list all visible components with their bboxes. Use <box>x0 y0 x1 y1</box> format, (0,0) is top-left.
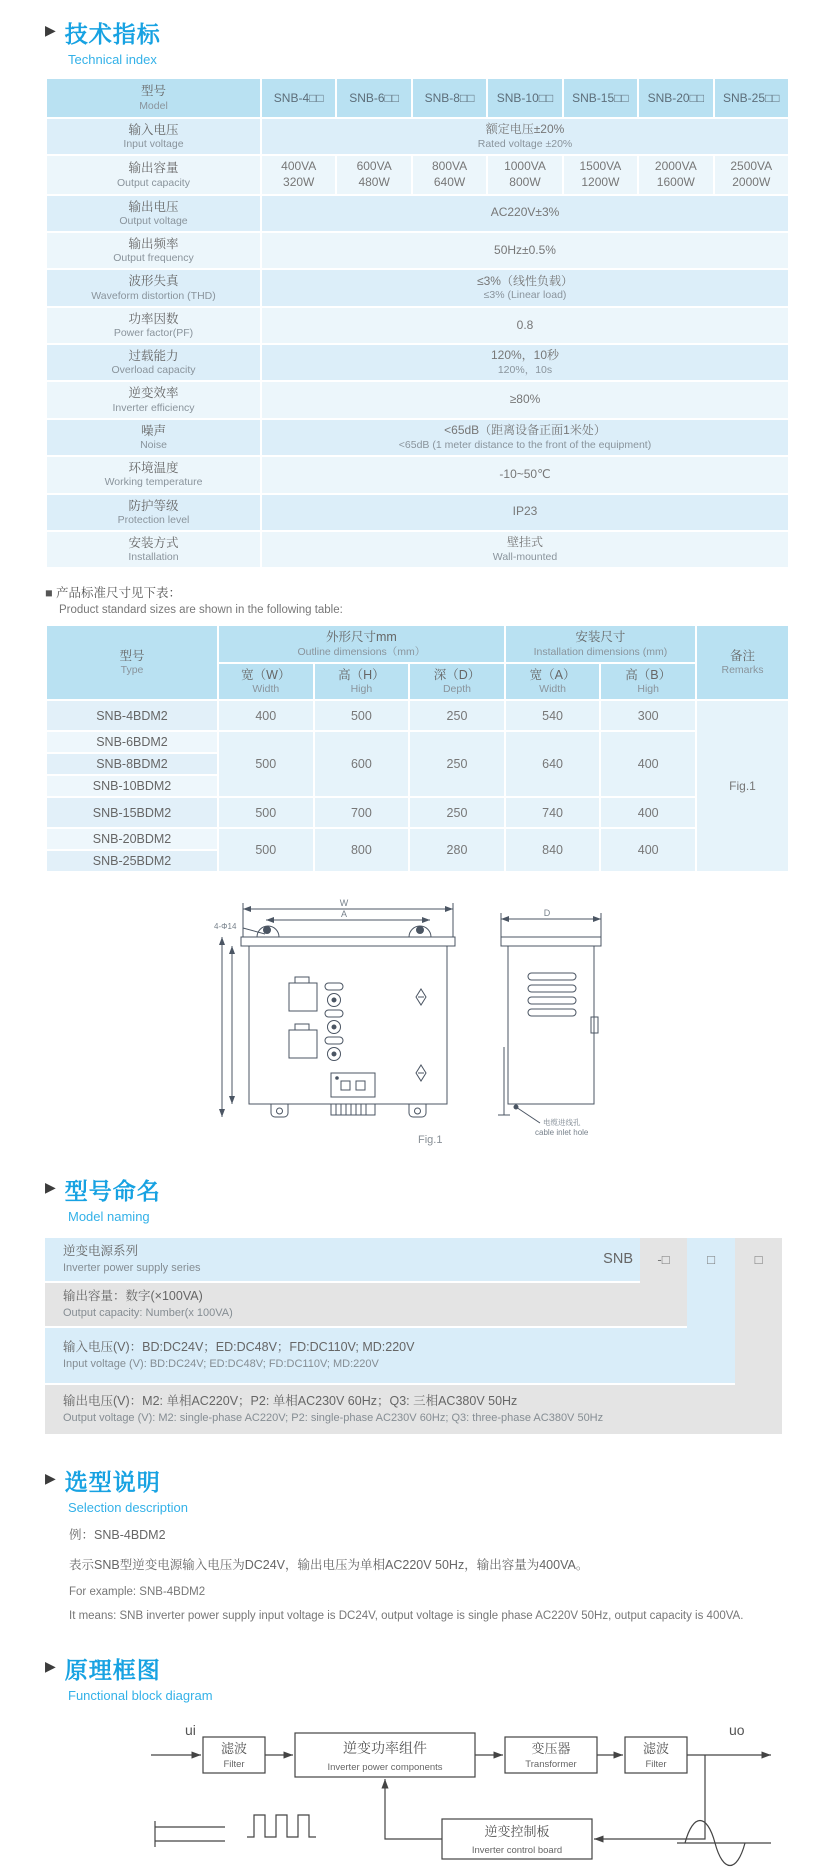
holes-label: 4-Φ14 <box>214 922 237 932</box>
spec-value-cell: 400VA 320W <box>261 155 336 194</box>
section-diagram-header <box>45 1652 790 1685</box>
size-table <box>45 624 790 873</box>
size-remark-cell: Fig.1 <box>696 700 789 872</box>
size-type-cell: SNB-15BDM2 <box>46 797 218 828</box>
section-subtitle-technical: Technical index <box>68 52 157 67</box>
spec-value-cell: 1000VA 800W <box>487 155 562 194</box>
section-technical-header <box>45 16 790 49</box>
size-row: SNB-4BDM2 400 500 250 540 300 Fig.1 <box>46 700 789 731</box>
dim-label-d: D <box>543 908 551 919</box>
spec-row <box>46 269 789 306</box>
selection-meaning-zh: 表示SNB型逆变电源输入电压为DC24V，输出电压为单相AC220V 50Hz，输出容量为400VA。 <box>69 1558 589 1573</box>
box-filter1-zh: 滤波 <box>220 1741 248 1757</box>
spec-label-cell: 噪声 Noise <box>46 419 261 456</box>
spec-value-cell: 壁挂式 Wall-mounted <box>261 531 789 568</box>
spec-model-col: SNB-20□□ <box>638 78 713 118</box>
spec-value-cell: 2500VA 2000W <box>714 155 789 194</box>
block-diagram <box>137 1711 790 1874</box>
section-naming-header <box>45 1173 790 1206</box>
spec-value-cell: 2000VA 1600W <box>638 155 713 194</box>
size-header-outline: 外形尺寸mm Outline dimensions（mm） <box>218 625 505 662</box>
spec-row <box>46 494 789 531</box>
technical-drawing <box>213 897 653 1147</box>
spec-row <box>46 344 789 381</box>
size-header-row <box>46 625 789 662</box>
model-code-output-box: □ <box>754 1252 763 1268</box>
box-transformer-zh: 变压器 <box>531 1741 571 1757</box>
selection-example-en: For example: SNB-4BDM2 <box>69 1586 206 1599</box>
size-header-install: 安装尺寸 Installation dimensions (mm) <box>505 625 696 662</box>
model-code-input-box: □ <box>707 1252 715 1268</box>
size-type-cell: SNB-8BDM2 <box>46 753 218 775</box>
box-ipc-en: Inverter power components <box>327 1762 443 1774</box>
section-subtitle-selection: Selection description <box>68 1500 188 1516</box>
section-arrow-icon: ▶ <box>45 1470 56 1487</box>
block-diagram-svg <box>137 1711 777 1869</box>
size-row: SNB-15BDM2 500 700 250 740 400 <box>46 797 789 828</box>
naming-row-series: 逆变电源系列 Inverter power supply series <box>45 1238 640 1281</box>
cable-inlet-label-en: cable inlet hole <box>535 1128 589 1138</box>
spec-value-cell: -10~50℃ <box>261 456 789 493</box>
section-arrow-icon: ▶ <box>45 1179 56 1196</box>
spec-label-cell: 输出电压 Output voltage <box>46 195 261 232</box>
naming-row-input: 输入电压(V)：BD:DC24V；ED:DC48V；FD:DC110V; MD:220V Input voltage (V): BD:DC24V; ED:DC48V; FD:DC110V; MD:220V <box>45 1328 735 1383</box>
spec-header-model-cell: 型号 Model <box>46 78 261 118</box>
spec-label-cell: 波形失真 Waveform distortion (THD) <box>46 269 261 306</box>
selection-description <box>69 1525 790 1622</box>
size-type-cell: SNB-6BDM2 <box>46 731 218 753</box>
size-col-d: 深（D） Depth <box>409 663 505 700</box>
spec-label-cell: 输入电压 Input voltage <box>46 118 261 155</box>
size-type-cell: SNB-10BDM2 <box>46 775 218 797</box>
spec-row <box>46 381 789 418</box>
spec-value-cell: 1500VA 1200W <box>563 155 638 194</box>
figure-caption: Fig.1 <box>418 1134 443 1147</box>
section-title-naming: 型号命名 <box>64 1178 161 1205</box>
section-arrow-icon: ▶ <box>45 22 56 38</box>
cable-inlet-label-zh: 电缆进线孔 <box>543 1118 581 1128</box>
model-code-capacity-box: -□ <box>657 1252 670 1268</box>
spec-label-cell: 过载能力 Overload capacity <box>46 344 261 381</box>
spec-row <box>46 307 789 344</box>
spec-model-col: SNB-10□□ <box>487 78 562 118</box>
naming-row-capacity: 输出容量：数字(×100VA) Output capacity: Number(x 100VA) <box>45 1283 687 1326</box>
cabinet-drawing-svg <box>213 897 653 1147</box>
spec-model-col: SNB-15□□ <box>563 78 638 118</box>
naming-row-output: 输出电压(V)：M2: 单相AC220V；P2: 单相AC230V 60Hz；Q3: 三相AC380V 50Hz Output voltage (V): M2: single-phase AC220V; P2: single-phase AC230V 60Hz; Q3: three-phase AC380V 50Hz <box>45 1385 782 1434</box>
model-code-base: SNB <box>603 1251 633 1268</box>
spec-value-cell: AC220V±3% <box>261 195 789 232</box>
size-header-type: 型号 Type <box>46 625 218 700</box>
section-title-diagram: 原理框图 <box>64 1657 161 1684</box>
spec-model-col: SNB-6□□ <box>336 78 411 118</box>
spec-row <box>46 419 789 456</box>
spec-value-cell: 120%，10秒 120%，10s <box>261 344 789 381</box>
spec-label-cell: 环境温度 Working temperature <box>46 456 261 493</box>
size-type-cell: SNB-25BDM2 <box>46 850 218 872</box>
selection-meaning-en: It means: SNB inverter power supply input voltage is DC24V, output voltage is single phase AC220V 50Hz, output capacity is 400VA. <box>69 1610 744 1623</box>
spec-value-cell: ≤3%（线性负载） ≤3% (Linear load) <box>261 269 789 306</box>
spec-value-cell: 600VA 480W <box>336 155 411 194</box>
spec-label-cell: 防护等级 Protection level <box>46 494 261 531</box>
spec-header-row <box>46 78 789 118</box>
size-row: SNB-6BDM2 500 600 250 640 400 <box>46 731 789 753</box>
diagram-input-label: ui <box>185 1722 196 1739</box>
box-control-zh: 逆变控制板 <box>484 1824 550 1840</box>
size-col-b: 高（B） High <box>600 663 696 700</box>
size-type-cell: SNB-4BDM2 <box>46 700 218 731</box>
section-subtitle-naming: Model naming <box>68 1209 150 1225</box>
selection-example-zh: 例：SNB-4BDM2 <box>69 1528 166 1543</box>
spec-label-cell: 输出频率 Output frequency <box>46 232 261 269</box>
box-control-en: Inverter control board <box>471 1845 563 1857</box>
spec-row <box>46 232 789 269</box>
spec-value-cell: IP23 <box>261 494 789 531</box>
size-type-cell: SNB-20BDM2 <box>46 828 218 850</box>
section-selection-header <box>45 1464 790 1497</box>
size-col-h: 高（H） High <box>314 663 410 700</box>
spec-row <box>46 155 789 194</box>
section-subtitle-diagram: Functional block diagram <box>68 1688 213 1704</box>
box-filter2-zh: 滤波 <box>642 1741 670 1757</box>
spec-model-col: SNB-4□□ <box>261 78 336 118</box>
spec-label-cell: 逆变效率 Inverter efficiency <box>46 381 261 418</box>
diagram-output-label: uo <box>729 1722 745 1739</box>
size-col-a: 宽（A） Width <box>505 663 601 700</box>
spec-row <box>46 531 789 568</box>
size-col-w: 宽（W） Width <box>218 663 314 700</box>
spec-value-cell: 0.8 <box>261 307 789 344</box>
section-title-selection: 选型说明 <box>64 1469 161 1496</box>
size-header-remarks: 备注 Remarks <box>696 625 789 700</box>
spec-label-cell: 安装方式 Installation <box>46 531 261 568</box>
spec-model-col: SNB-8□□ <box>412 78 487 118</box>
spec-row <box>46 118 789 155</box>
spec-value-cell: 额定电压±20% Rated voltage ±20% <box>261 118 789 155</box>
spec-value-cell: 50Hz±0.5% <box>261 232 789 269</box>
size-row: SNB-20BDM2 500 800 280 840 400 <box>46 828 789 850</box>
box-filter1-en: Filter <box>223 1759 245 1771</box>
box-transformer-en: Transformer <box>525 1759 577 1771</box>
dim-label-a: A <box>340 909 348 920</box>
spec-value-cell: 800VA 640W <box>412 155 487 194</box>
box-filter2-en: Filter <box>645 1759 667 1771</box>
spec-table <box>45 77 790 569</box>
section-arrow-icon: ▶ <box>45 1658 56 1675</box>
section-title-technical: 技术指标 <box>64 21 161 47</box>
spec-value-cell: <65dB（距离设备正面1米处） <65dB (1 meter distance to the front of the equipment) <box>261 419 789 456</box>
spec-value-cell: ≥80% <box>261 381 789 418</box>
sizes-note: ■ 产品标准尺寸见下表： Product standard sizes are shown in the following table: <box>45 586 343 617</box>
model-naming-diagram <box>45 1238 782 1434</box>
spec-model-col: SNB-25□□ <box>714 78 789 118</box>
spec-label-cell: 功率因数 Power factor(PF) <box>46 307 261 344</box>
spec-row <box>46 195 789 232</box>
dim-label-w: W <box>339 898 349 909</box>
box-ipc-zh: 逆变功率组件 <box>343 1740 427 1757</box>
spec-row <box>46 456 789 493</box>
spec-label-cell: 输出容量 Output capacity <box>46 155 261 194</box>
